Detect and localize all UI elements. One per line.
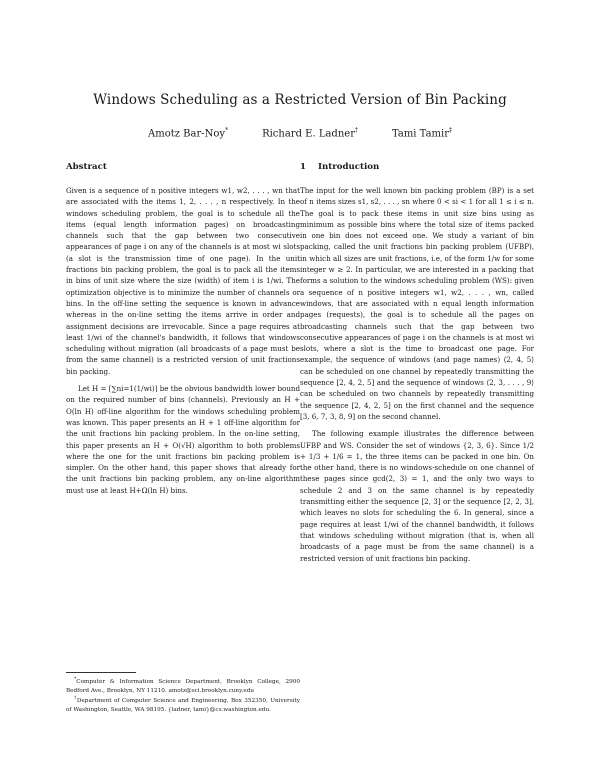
introduction-column bbox=[300, 162, 534, 564]
footnotes bbox=[66, 672, 300, 715]
section-number: 1 bbox=[300, 162, 306, 172]
footnote-rule bbox=[66, 672, 136, 673]
author: Amotz Bar-Noy* bbox=[147, 127, 229, 140]
section-title: Introduction bbox=[318, 162, 380, 172]
author: Richard E. Ladner† bbox=[262, 127, 358, 140]
footnote: †Department of Computer Science and Engineering, Box 352350, University of Washington, Seattle, WA 98195. {ladner, tami}@cs.washington.edu. bbox=[66, 696, 300, 714]
abstract-heading: Abstract bbox=[66, 162, 107, 172]
abstract-column bbox=[66, 162, 300, 496]
author: Tami Tamir‡ bbox=[391, 127, 452, 140]
paper-title: Windows Scheduling as a Restricted Version of Bin Packing bbox=[93, 92, 507, 108]
abstract-paragraph: Given is a sequence of n positive integers w1, w2, . . . , wn that are associated with the items 1, 2, . . . , n respectively. In the windows scheduling problem, the goal is to schedule all the items (equal length information pages) on broadcasting channels such that the gap between two consecutive appearances of page i on any of the channels is at most wi slots (a slot is the transmission time of one page). In the unit fractions bin packing problem, the goal is to pack all the items in bins of unit size where the size (width) of item i is 1/wi. The optimization objective is to minimize the number of channels or bins. In the off-line setting the sequence is known in advance whereas in the on-line setting the items arrive in order and assignment decisions are irrevocable. Since a page requires at least 1/wi of the channel's bandwidth, it follows that windows scheduling without migration (all broadcasts of a page must be from the same channel) is a restricted version of unit fractions bin packing. bbox=[66, 186, 300, 376]
abstract-paragraph: Let H = ⌈∑ni=1(1/wi)⌉ be the obvious bandwidth lower bound on the required number of bins (channels). Previously an H + O(ln H) off-line algorithm for the windows scheduling problem was known. This paper presents an H + 1 off-line algorithm for the unit fractions bin packing problem. In the on-line setting, this paper presents an H + O(√H) algorithm to both problems where the one for the unit fractions bin packing problem is simpler. On the other hand, this paper shows that already for the unit fractions bin packing problem, any on-line algorithm must use at least H+Ω(ln H) bins. bbox=[66, 384, 300, 495]
introduction-paragraph: The input for the well known bin packing problem (BP) is a set of n items sizes s1, s2, . . . , sn where 0 < si < 1 for all 1 ≤ i ≤ n. The goal is to pack these items in unit size bins using as minimum as possible bins where the total size of items packed in one bin does not exceed one. We study a variant of bin packing, called the unit fractions bin packing problem (UFBP), in which all sizes are unit fractions, i.e, of the form 1/w for some integer w ≥ 2. In particular, we are interested in a packing that forms a solution to the windows scheduling problem (WS): given a sequence of n positive integers w1, w2, . . . , wn, called windows, that are associated with n equal length information pages (requests), the goal is to schedule all the pages on broadcasting channels such that the gap between two consecutive appearances of page i on the channels is at most wi slots, where a slot is the time to broadcast one page. For example, the sequence of windows (and page names) ⟨2, 4, 5⟩ can be scheduled on one channel by repeatedly transmitting the sequence [2, 4, 2, 5] and the sequence of windows ⟨2, 3, . . . , 9⟩ can be scheduled on two channels by repeatedly transmitting the sequence [2, 4, 2, 5] on the first channel and the sequence [3, 6, 7, 3, 8, 9] on the second channel. bbox=[300, 186, 534, 421]
introduction-paragraph: The following example illustrates the difference between UFBP and WS. Consider the set of windows {2, 3, 6}. Since 1/2 + 1/3 + 1/6 = 1, the three items can be packed in one bin. On the other hand, there is no windows-schedule on one channel of these pages since gcd(2, 3) = 1, and the only two ways to schedule 2 and 3 on the same channel is by repeatedly transmitting either the sequence [2, 3] or the sequence [2, 2, 3], which leaves no slots for scheduling the 6. In general, since a page requires at least 1/wi of the channel bandwidth, it follows that windows scheduling without migration (that is, when all broadcasts of a page must be from the same channel) is a restricted version of unit fractions bin packing. bbox=[300, 429, 534, 563]
author-list bbox=[0, 127, 600, 139]
footnote: *Computer & Information Science Department, Brooklyn College, 2900 Bedford Ave., Brooklyn, NY 11210. amotz@sci.brooklyn.cuny.edu bbox=[66, 677, 300, 694]
introduction-heading bbox=[300, 162, 534, 173]
